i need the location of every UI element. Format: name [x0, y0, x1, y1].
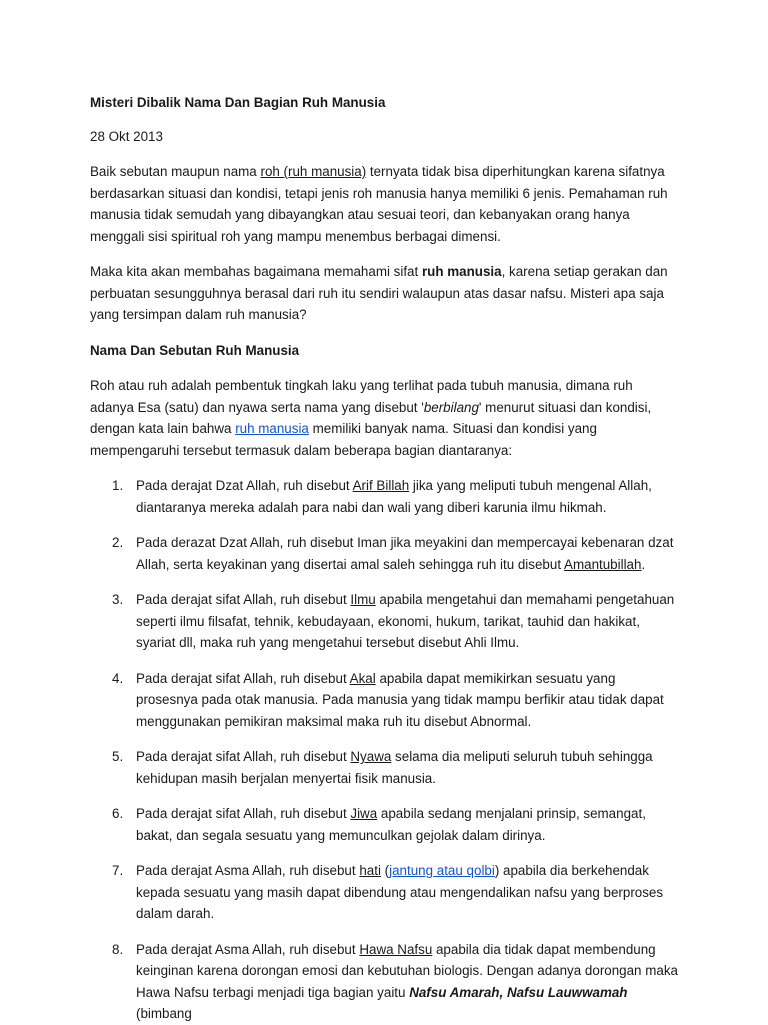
text-run: memiliki banyak nama. Situasi dan kondisi yang mempengaruhi tersebut termasuk dalam beberapa bagian diantaranya:: [90, 421, 597, 458]
text-run: Pada derazat Dzat Allah, ruh disebut Iman jika meyakini dan mempercayai kebenaran dzat Allah, serta keyakinan yang disertai amal saleh sehingga ruh itu disebut: [136, 535, 674, 572]
underlined-term: hati: [359, 863, 381, 878]
list-number: 8.: [112, 941, 124, 957]
text-run: apabila dia tidak dapat membendung keinginan karena dorongan emosi dan kebutuhan biologis. Dengan adanya dorongan maka Hawa Nafsu terbagi menjadi tiga bagian yaitu: [136, 941, 678, 1000]
underlined-term: Arif Billah: [352, 478, 410, 493]
list-item: [90, 860, 678, 925]
underlined-term: roh (ruh manusia): [260, 164, 367, 179]
text-run: Pada derajat sifat Allah, ruh disebut: [136, 806, 351, 821]
underlined-term: Hawa Nafsu: [359, 941, 433, 957]
text-run: Pada derajat sifat Allah, ruh disebut: [136, 670, 350, 686]
list-item: [90, 668, 678, 733]
list-number: 6.: [112, 806, 124, 821]
text-run: jika yang meliputi tubuh mengenal Allah, diantaranya mereka adalah para nabi dan wali yang diberi karunia ilmu hikmah.: [136, 478, 652, 515]
list-number: 4.: [112, 670, 124, 686]
text-run: (: [380, 863, 390, 878]
text-run: , karena setiap gerakan dan perbuatan sesungguhnya berasal dari ruh itu sendiri walaupun atas dasar nafsu. Misteri apa saja yang tersimpan dalam ruh manusia?: [90, 264, 668, 322]
text-run: ) apabila dia berkehendak kepada sesuatu yang masih dapat dibendung atau mengendalikan nafsu yang berproses dalam darah.: [136, 863, 664, 921]
bold-italic-term: Nafsu Amarah: [409, 984, 500, 1000]
list-item: [90, 532, 678, 575]
document-title: Misteri Dibalik Nama Dan Bagian Ruh Manusia: [90, 95, 386, 110]
text-run: Pada derajat Asma Allah, ruh disebut: [136, 941, 360, 957]
ruh-manusia-link[interactable]: ruh manusia: [235, 421, 309, 436]
list-item: [90, 475, 678, 518]
text-run: Pada derajat Dzat Allah, ruh disebut: [136, 478, 353, 493]
text-run: apabila mengetahui dan memahami pengetahuan seperti ilmu filsafat, tehnik, kebudayaan, ekonomi, hukum, tarikat, tauhid dan hakikat, syariat dll, maka ruh yang mengetahui tersebut disebut Ahli Ilmu.: [136, 592, 675, 650]
numbered-list: [90, 475, 678, 1025]
underlined-term: Akal: [349, 670, 376, 686]
list-number: 1.: [112, 478, 124, 493]
section-heading: Nama Dan Sebutan Ruh Manusia: [90, 342, 300, 358]
list-item: [90, 803, 678, 846]
list-number: 2.: [112, 535, 124, 550]
jantung-link[interactable]: jantung atau qolbi: [389, 863, 495, 878]
list-item: [90, 589, 678, 654]
list-item: [90, 746, 678, 789]
text-run: selama dia meliputi seluruh tubuh sehingga kehidupan masih berjalan menyertai fisik manusia.: [136, 749, 653, 786]
italic-term: berbilang: [423, 399, 479, 415]
paragraph-3: [90, 375, 678, 461]
underlined-term: Ilmu: [350, 592, 376, 607]
list-number: 7.: [112, 863, 124, 878]
bold-italic-term: Nafsu Lauwwamah: [506, 984, 628, 1000]
text-run: Pada derajat Asma Allah, ruh disebut: [136, 863, 360, 878]
paragraph-1: [90, 161, 678, 247]
text-run: apabila sedang menjalani prinsip, semangat, bakat, dan segala sesuatu yang memunculkan gejolak dalam dirinya.: [136, 806, 646, 843]
text-run: .: [641, 556, 646, 572]
underlined-term: Amantubillah: [564, 556, 642, 572]
text-run: Roh atau ruh adalah pembentuk tingkah laku yang terlihat pada tubuh manusia, dimana ruh adanya Esa (satu) dan nyawa serta nama yang disebut ': [90, 378, 633, 415]
text-run: Pada derajat sifat Allah, ruh disebut: [136, 592, 351, 607]
text-run: ' menurut situasi dan kondisi, dengan kata lain bahwa: [90, 399, 652, 436]
underlined-term: Jiwa: [350, 806, 378, 821]
paragraph-2: [90, 261, 678, 326]
text-run: Pada derajat sifat Allah, ruh disebut: [136, 749, 351, 764]
underlined-term: Nyawa: [350, 749, 392, 764]
list-item: [90, 939, 678, 1025]
text-run: ternyata tidak bisa diperhitungkan karena sifatnya berdasarkan situasi dan kondisi, tetapi jenis roh manusia hanya memiliki 6 jenis. Pemahaman ruh manusia tidak semudah yang dibayangkan atau sesuai teori, dan kebanyakan orang hanya menggali sisi spiritual roh yang mampu menembus berbagai dimensi.: [90, 164, 668, 244]
text-run: apabila dapat memikirkan sesuatu yang prosesnya pada otak manusia. Pada manusia yang tidak mampu berfikir atau tidak dapat menggunakan pemikiran maksimal maka ruh itu disebut Abnormal.: [136, 670, 664, 729]
document-date: 28 Okt 2013: [90, 128, 163, 144]
text-run: (bimbang: [136, 1006, 192, 1021]
list-number: 5.: [112, 749, 124, 764]
separator: ,: [499, 984, 507, 1000]
text-run: Maka kita akan membahas bagaimana memahami sifat: [90, 264, 422, 279]
list-number: 3.: [112, 592, 124, 607]
text-run: Baik sebutan maupun nama: [90, 164, 261, 179]
bold-term: ruh manusia: [421, 264, 502, 279]
